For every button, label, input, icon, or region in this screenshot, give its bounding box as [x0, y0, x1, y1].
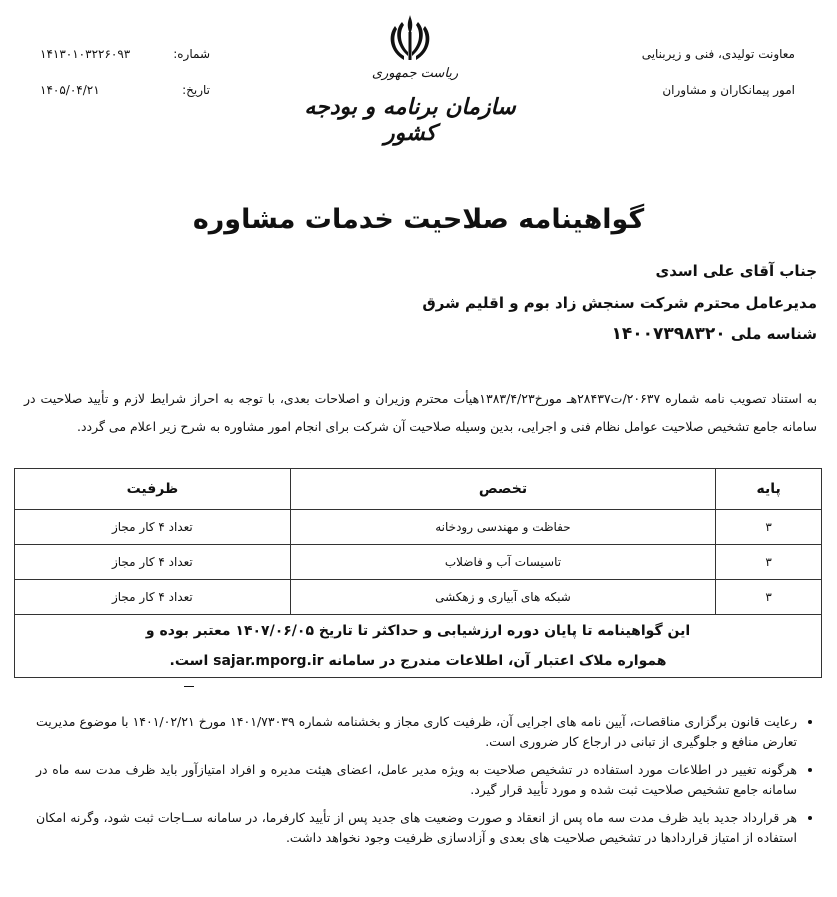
department-line-1: معاونت تولیدی، فنی و زیربنایی [641, 47, 795, 61]
row-capacity: تعداد ۴ کار مجاز [15, 510, 291, 545]
table-row [15, 545, 822, 580]
addressee-position: مدیرعامل محترم شرکت سنجش زاد بوم و اقلیم شرق [422, 294, 817, 312]
header-capacity: ظرفیت [15, 469, 291, 510]
list-item: • رعایت قانون برگزاری مناقصات، آیین نامه های اجرایی آن، ظرفیت کاری مجاز و بخشنامه شماره ۱۴۰۱/۷۳۰۳۹ مورخ ۱۴۰۱/۰۲/۲۱ با موضوع مدیریت تعارض منافع و جلوگیری از تبانی در ارجاع کار ضروری است. [36, 712, 797, 752]
table-row [15, 510, 822, 545]
rules-list [36, 712, 819, 856]
header-specialty: تخصص [290, 469, 715, 510]
validity-note [15, 615, 822, 678]
validity-note-line-2: همواره ملاک اعتبار آن، اطلاعات مندرج در سامانه sajar.mporg.ir است. [169, 653, 667, 669]
presidency-label: ریاست جمهوری [371, 66, 459, 81]
row-base: ۳ [716, 510, 822, 545]
list-item: • هرگونه تغییر در اطلاعات مورد استفاده در تشخیص صلاحیت به ویژه مدیر عامل، اعضای هیئت مدیره و افراد امتیازآور باید ظرف مدت سه ماه در سامانه جامع تشخیص صلاحیت ثبت شده و مورد تأیید قرار گیرد. [36, 760, 797, 800]
department-line-2: امور پیمانکاران و مشاوران [662, 83, 795, 97]
organization-name: سازمان برنامه و بودجه کشور [304, 94, 516, 146]
row-specialty: تاسیسات آب و فاضلاب [290, 545, 715, 580]
table-row [15, 580, 822, 615]
letter-meta [40, 46, 210, 118]
certificate-title: گواهینامه صلاحیت خدمات مشاوره [192, 204, 645, 235]
department-lines [600, 46, 795, 118]
row-base: ۳ [716, 545, 822, 580]
validity-note-line-1: این گواهینامه تا پایان دوره ارزشیابی و حداکثر تا تاریخ ۱۴۰۷/۰۶/۰۵ معتبر بوده و [145, 623, 691, 639]
number-value: ۱۴۱۳۰۱۰۳۲۲۶۰۹۳ [40, 47, 131, 61]
addressee-name: جناب آقای علی اسدی [655, 262, 817, 280]
list-item: • هر قرارداد جدید باید ظرف مدت سه ماه پس از انعقاد و صورت وضعیت های جدید پس از تأیید کارفرما، در سامانه ســاجات ثبت شود، وگرنه امکان استفاده از امتیاز قراردادها در تشخیص صلاحیت های بعدی و آزادسازی ظرفیت وجود نخواهد داشت. [36, 808, 797, 848]
row-base: ۳ [716, 580, 822, 615]
qualification-table [14, 468, 822, 678]
row-capacity: تعداد ۴ کار مجاز [15, 545, 291, 580]
intro-paragraph: به استناد تصویب نامه شماره ۲۰۶۳۷/ت۲۸۴۳۷هـ مورخ۱۳۸۳/۴/۲۳هیأت محترم وزیران و اصلاحات بعدی، با توجه به احراز شرایط لازم و تأیید صلاحیت در سامانه جامع تشخیص صلاحیت عوامل نظام فنی و اجرایی، بدین وسیله صلاحیت آن شرکت برای انجام امور مشاوره به شرح زیر اعلام می گردد. [24, 391, 817, 434]
header-base: پایه [716, 469, 822, 510]
number-label: شماره: [173, 47, 210, 61]
divider [184, 686, 194, 687]
row-capacity: تعداد ۴ کار مجاز [15, 580, 291, 615]
date-label: تاریخ: [182, 83, 210, 97]
national-id-label: شناسه ملی [730, 325, 817, 343]
date-value: ۱۴۰۵/۰۴/۲۱ [40, 83, 100, 97]
validity-note-row [15, 615, 822, 678]
row-specialty: حفاظت و مهندسی رودخانه [290, 510, 715, 545]
national-id-value: ۱۴۰۰۷۳۹۸۳۲۰ [611, 324, 726, 344]
table-header-row [15, 469, 822, 510]
national-id [117, 324, 817, 344]
iran-emblem-icon [380, 14, 440, 64]
row-specialty: شبکه های آبیاری و زهکشی [290, 580, 715, 615]
